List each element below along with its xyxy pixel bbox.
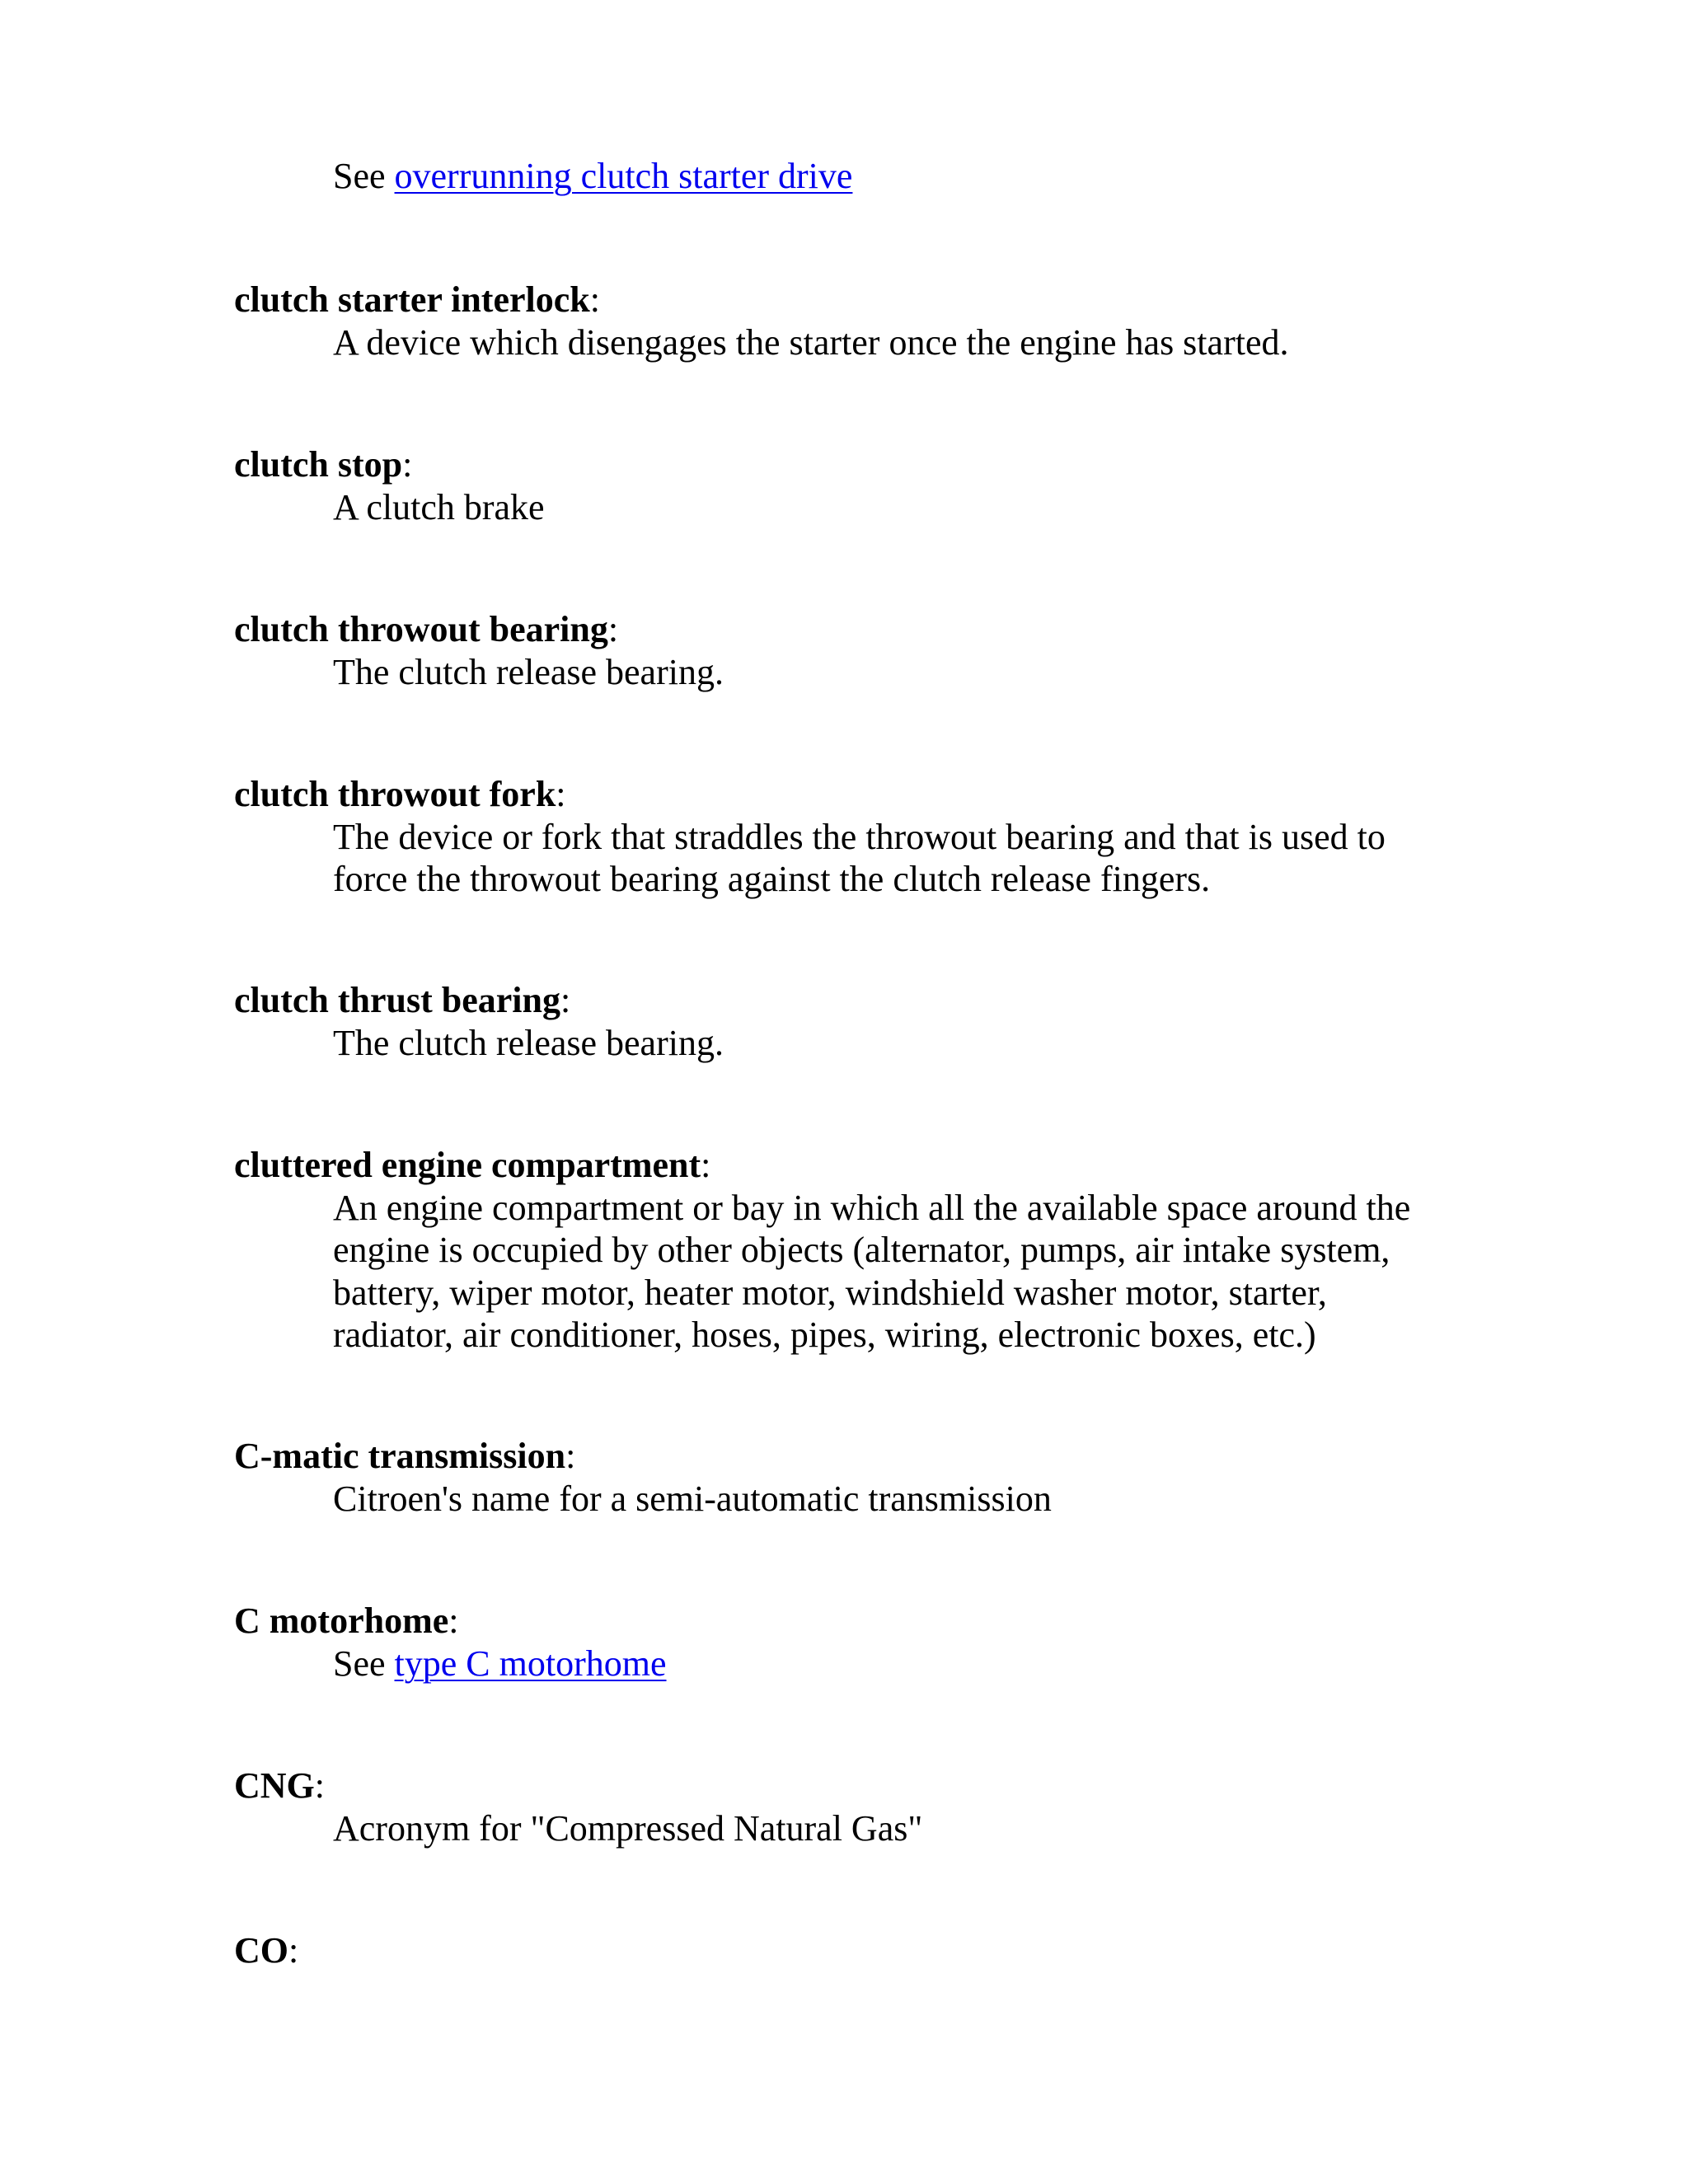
term-colon: :	[314, 1765, 326, 1806]
term-line	[234, 1144, 710, 1187]
glossary-term: clutch throwout fork	[234, 774, 556, 814]
term-line	[234, 773, 566, 816]
term-line	[234, 608, 618, 651]
definition-line: Citroen's name for a semi-automatic transmission	[333, 1479, 1052, 1519]
term-colon: :	[448, 1601, 459, 1641]
type-c-motorhome-link[interactable]: type C motorhome	[394, 1643, 667, 1684]
term-line	[234, 979, 570, 1022]
definition-see-line	[333, 1643, 667, 1685]
definition-line: A device which disengages the starter once the engine has started.	[333, 322, 1289, 363]
definition-line: engine is occupied by other objects (alternator, pumps, air intake system,	[333, 1230, 1390, 1270]
glossary-term: clutch starter interlock	[234, 279, 590, 320]
term-line	[234, 1929, 298, 1972]
glossary-term: C-matic transmission	[234, 1436, 566, 1476]
term-colon: :	[556, 774, 566, 814]
see-label: See	[333, 156, 395, 196]
definition-line: battery, wiper motor, heater motor, windshield washer motor, starter,	[333, 1272, 1327, 1313]
term-colon: :	[589, 279, 600, 320]
overrunning-clutch-starter-drive-link[interactable]: overrunning clutch starter drive	[394, 156, 853, 196]
term-line	[234, 1435, 575, 1478]
glossary-term: clutch thrust bearing	[234, 980, 560, 1020]
glossary-term: clutch throwout bearing	[234, 609, 608, 649]
term-line	[234, 443, 412, 486]
definition-line: The clutch release bearing.	[333, 1023, 724, 1063]
term-line	[234, 279, 600, 321]
term-colon: :	[701, 1145, 711, 1185]
definition-line: The device or fork that straddles the throwout bearing and that is used to	[333, 817, 1386, 857]
definition-line: The clutch release bearing.	[333, 652, 724, 692]
definition-line: A clutch brake	[333, 487, 545, 527]
definition-line: radiator, air conditioner, hoses, pipes, wiring, electronic boxes, etc.)	[333, 1315, 1316, 1355]
glossary-term: C motorhome	[234, 1601, 449, 1641]
definition-line: An engine compartment or bay in which all the available space around the	[333, 1188, 1411, 1228]
glossary-term: clutch stop	[234, 444, 403, 485]
definition-line: Acronym for "Compressed Natural Gas"	[333, 1808, 923, 1849]
intro-see-line	[333, 155, 852, 198]
term-colon: :	[560, 980, 571, 1020]
term-line	[234, 1600, 459, 1643]
term-colon: :	[607, 609, 619, 649]
term-colon: :	[565, 1436, 576, 1476]
term-line	[234, 1765, 325, 1807]
see-label: See	[333, 1643, 395, 1684]
term-colon: :	[288, 1930, 299, 1971]
glossary-term: CNG	[234, 1765, 315, 1806]
glossary-term: cluttered engine compartment	[234, 1145, 701, 1185]
glossary-term: CO	[234, 1930, 288, 1971]
term-colon: :	[402, 444, 413, 485]
definition-line: force the throwout bearing against the clutch release fingers.	[333, 859, 1211, 899]
